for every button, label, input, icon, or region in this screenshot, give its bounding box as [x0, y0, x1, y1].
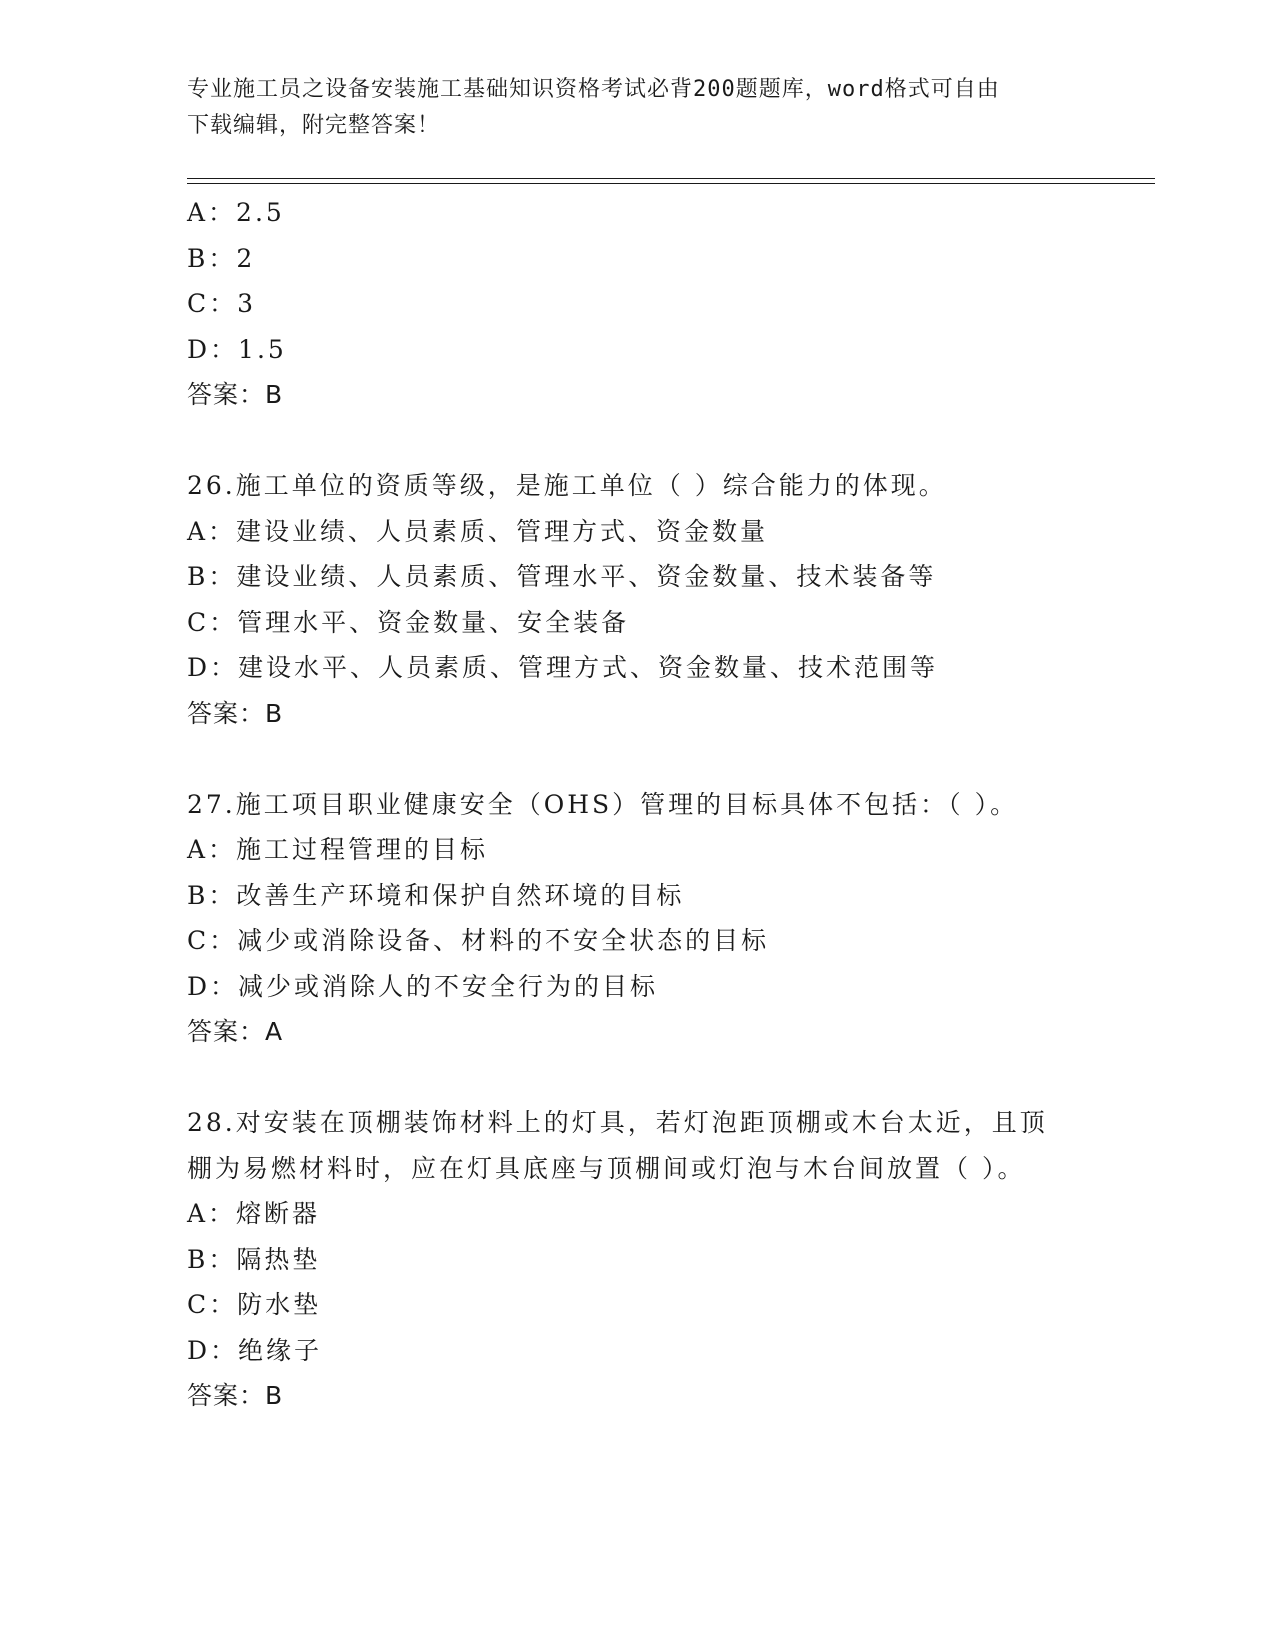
option-d: D：绝缘子: [187, 1335, 323, 1365]
option-a: A：施工过程管理的目标: [187, 835, 489, 864]
question-text: 27.施工项目职业健康安全（OHS）管理的目标具体不包括：（ ）。: [187, 789, 1019, 819]
option-d: D：减少或消除人的不安全行为的目标: [187, 971, 659, 1001]
option-b: B：隔热垫: [187, 1244, 321, 1274]
question-27-block: [187, 782, 1147, 1055]
header-divider-bottom: [187, 183, 1155, 184]
question-text-line-2: 棚为易燃材料时，应在灯具底座与顶棚间或灯泡与木台间放置（ ）。: [187, 1153, 1026, 1183]
option-b: B：建设业绩、人员素质、管理水平、资金数量、技术装备等: [187, 562, 937, 591]
option-d: D：1.5: [187, 334, 287, 364]
option-c: C：管理水平、资金数量、安全装备: [187, 607, 630, 637]
question-28-block: [187, 1100, 1147, 1419]
option-c: C：防水垫: [187, 1290, 322, 1319]
spacer: [187, 418, 1147, 464]
answer: 答案：B: [187, 1381, 284, 1410]
question-25-block: [187, 190, 1147, 418]
question-text: 26.施工单位的资质等级，是施工单位（ ）综合能力的体现。: [187, 471, 947, 500]
header-title-line-1: 专业施工员之设备安装施工基础知识资格考试必背200题题库，word格式可自由: [187, 77, 1000, 102]
option-a: A：熔断器: [187, 1199, 321, 1228]
document-header: [187, 72, 1067, 144]
option-d: D：建设水平、人员素质、管理方式、资金数量、技术范围等: [187, 653, 939, 682]
option-b: B：改善生产环境和保护自然环境的目标: [187, 880, 685, 910]
question-list: [187, 190, 1147, 1419]
question-26-block: [187, 463, 1147, 736]
option-b: B：2: [187, 243, 256, 273]
answer: 答案：B: [187, 380, 284, 409]
option-a: A：2.5: [187, 198, 285, 227]
question-text-line-1: 28.对安装在顶棚装饰材料上的灯具，若灯泡距顶棚或木台太近，且顶: [187, 1108, 1048, 1137]
spacer: [187, 1055, 1147, 1101]
option-c: C：3: [187, 289, 257, 318]
header-title-line-2: 下载编辑，附完整答案！: [187, 113, 441, 138]
spacer: [187, 736, 1147, 782]
option-a: A：建设业绩、人员素质、管理方式、资金数量: [187, 516, 769, 546]
header-divider-top: [187, 178, 1155, 179]
answer: 答案：A: [187, 1017, 284, 1046]
option-c: C：减少或消除设备、材料的不安全状态的目标: [187, 926, 770, 955]
answer: 答案：B: [187, 698, 284, 728]
